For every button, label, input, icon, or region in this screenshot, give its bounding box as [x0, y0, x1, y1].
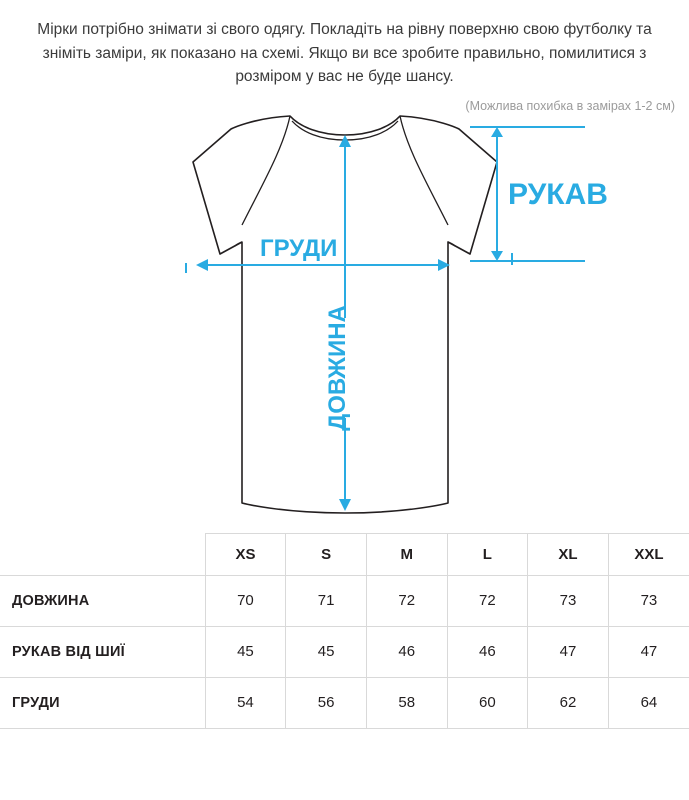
cell-length-s: 71 [286, 575, 367, 626]
intro-text-block [0, 0, 689, 89]
tshirt-measurement-diagram [0, 113, 689, 533]
cell-sleeve-xs: 45 [205, 626, 286, 677]
table-header-xxl: XXL [608, 533, 689, 575]
table-header-l: L [447, 533, 528, 575]
row-label-length: ДОВЖИНА [0, 575, 205, 626]
table-row [0, 677, 689, 728]
diagram-label-chest: ГРУДИ [260, 234, 338, 262]
cell-chest-xxl: 64 [608, 677, 689, 728]
table-row [0, 575, 689, 626]
measurement-tolerance-note: (Можлива похибка в замірах 1-2 см) [465, 98, 675, 113]
diagram-label-sleeve: РУКАВ [508, 177, 608, 211]
cell-length-xs: 70 [205, 575, 286, 626]
table-header-m: M [366, 533, 447, 575]
row-label-chest: ГРУДИ [0, 677, 205, 728]
cell-length-m: 72 [366, 575, 447, 626]
size-chart-table [0, 533, 689, 729]
cell-chest-s: 56 [286, 677, 367, 728]
cell-length-xl: 73 [528, 575, 609, 626]
table-header-xl: XL [528, 533, 609, 575]
size-table-area [0, 533, 689, 729]
cell-chest-xs: 54 [205, 677, 286, 728]
table-header-xs: XS [205, 533, 286, 575]
cell-sleeve-s: 45 [286, 626, 367, 677]
cell-length-l: 72 [447, 575, 528, 626]
cell-chest-xl: 62 [528, 677, 609, 728]
intro-paragraph: Мірки потрібно знімати зі свого одягу. Покладіть на рівну поверхню свою футболку та зніміть заміри, як показано на схемі. Якщо ви все зробите правильно, помилитися з розміром у вас не буде шансу. [37, 21, 652, 86]
cell-length-xxl: 73 [608, 575, 689, 626]
table-header-s: S [286, 533, 367, 575]
row-label-sleeve-from-neck: РУКАВ ВІД ШИЇ [0, 626, 205, 677]
cell-sleeve-xxl: 47 [608, 626, 689, 677]
table-row [0, 626, 689, 677]
cell-chest-m: 58 [366, 677, 447, 728]
table-header-corner [0, 533, 205, 575]
table-header-row [0, 533, 689, 575]
cell-chest-l: 60 [447, 677, 528, 728]
cell-sleeve-xl: 47 [528, 626, 609, 677]
diagram-label-length: ДОВЖИНА [324, 304, 351, 431]
cell-sleeve-l: 46 [447, 626, 528, 677]
cell-sleeve-m: 46 [366, 626, 447, 677]
